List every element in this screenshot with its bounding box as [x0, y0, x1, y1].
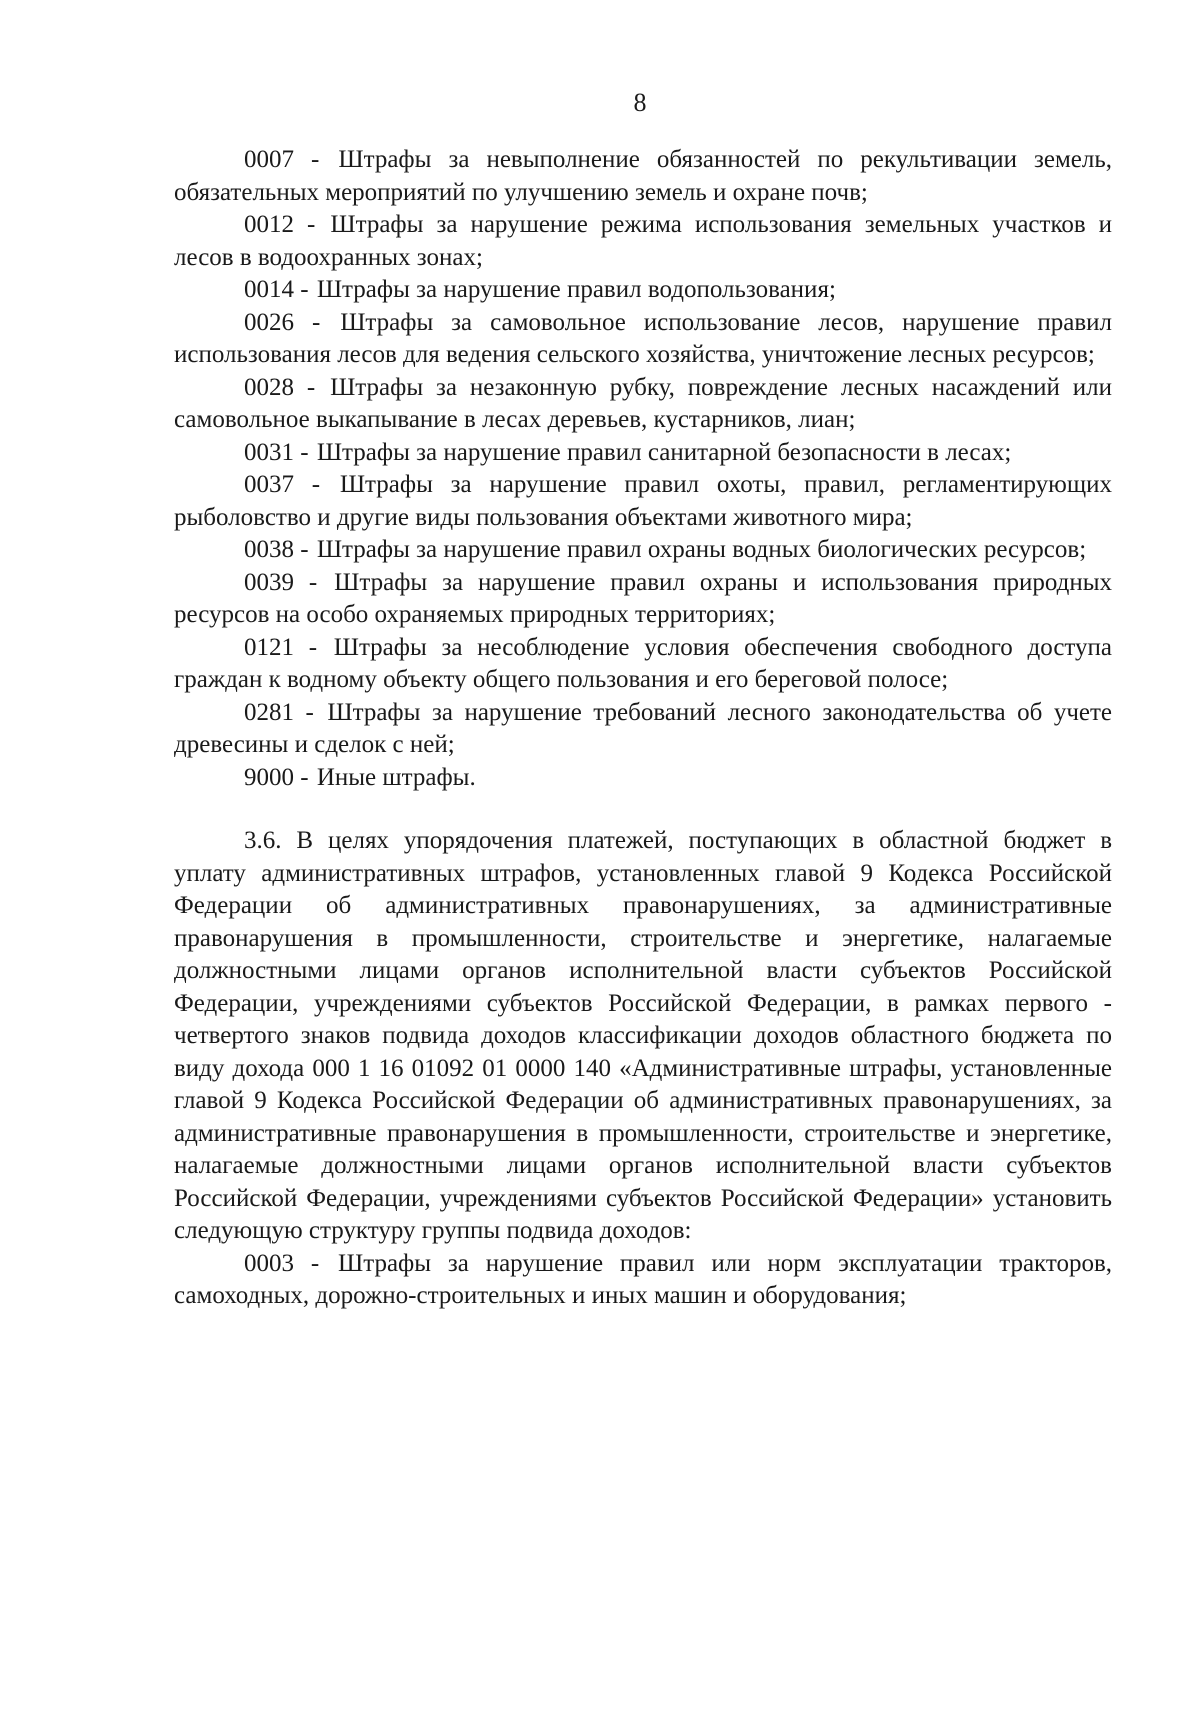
list-item: 0281 - Штрафы за нарушение требований лесного законодательства об учете древесины и сделок с ней; — [174, 698, 1113, 758]
fine-description: Штрафы за самовольное использование лесов, нарушение правил использования лесов для ведения сельского хозяйства, уничтожение лесных ресурсов; — [174, 308, 1112, 368]
fine-description: Штрафы за незаконную рубку, повреждение лесных насаждений или самовольное выкапывание в лесах деревьев, кустарников, лиан; — [174, 373, 1112, 433]
list-item: 0038 - Штрафы за нарушение правил охраны водных биологических ресурсов; — [244, 536, 1087, 563]
fine-code: 0028 — [244, 373, 294, 401]
fine-description: Штрафы за нарушение правил охраны водных биологических ресурсов; — [316, 536, 1087, 563]
fine-description: Штрафы за несоблюдение условия обеспечения свободного доступа граждан к водному объекту общего пользования и его береговой полосе; — [174, 633, 1112, 693]
fine-code: 0038 — [244, 536, 294, 563]
fine-description: Иные штрафы. — [316, 763, 476, 791]
fine-description: Штрафы за нарушение правил охраны и использования природных ресурсов на особо охраняемых природных территориях; — [174, 568, 1113, 628]
list-item: 0037 - Штрафы за нарушение правил охоты, правил, регламентирующих рыболовство и другие виды пользования объектами животного мира; — [174, 471, 1112, 531]
fine-code: 0281 — [244, 698, 294, 726]
fine-code: 0012 — [244, 211, 294, 238]
fine-description: Штрафы за нарушение режима использования земельных участков и лесов в водоохранных зонах; — [174, 211, 1113, 271]
fine-code: 0039 — [244, 568, 294, 596]
fine-description: Штрафы за нарушение правил или норм эксплуатации тракторов, самоходных, дорожно-строительных и иных машин и оборудования; — [174, 1249, 1113, 1309]
fine-code: 0007 — [244, 146, 294, 173]
fine-code: 0121 — [244, 633, 294, 661]
fine-code: 0037 — [244, 471, 294, 498]
section-3-6-paragraph: 3.6. В целях упорядочения платежей, поступающих в областной бюджет в уплату административных штрафов, установленных главой 9 Кодекса Российской Федерации об административных правонарушениях, за административные правонарушения в промышленности, строительстве и энергетике, налагаемые должностными лицами органов исполнительной власти субъектов Российской Федерации, учреждениями субъектов Российской Федерации, в рамках первого - четвертого знаков подвида доходов классификации доходов областного бюджета по виду дохода 000 1 16 01092 01 0000 140 «Административные штрафы, установленные главой 9 Кодекса Российской Федерации об административных правонарушениях, за административные правонарушения в промышленности, строительстве и энергетике, налагаемые должностными лицами органов исполнительной власти субъектов Российской Федерации, учреждениями субъектов Российской Федерации» установить следующую структуру группы подвида доходов: — [174, 827, 1112, 1244]
fine-code: 0026 — [244, 308, 294, 336]
list-item: 0031 - Штрафы за нарушение правил санитарной безопасности в лесах; — [244, 438, 1012, 466]
list-item: 0012 - Штрафы за нарушение режима использования земельных участков и лесов в водоохранных зонах; — [174, 211, 1113, 271]
list-item: 0003 - Штрафы за нарушение правил или норм эксплуатации тракторов, самоходных, дорожно-строительных и иных машин и оборудования; — [174, 1249, 1113, 1309]
document-body — [174, 144, 1112, 1313]
fine-code: 9000 — [244, 763, 294, 791]
fine-description: Штрафы за нарушение требований лесного законодательства об учете древесины и сделок с ней; — [174, 698, 1113, 758]
fine-description: Штрафы за невыполнение обязанностей по рекультивации земель, обязательных мероприятий по улучшению земель и охране почв; — [174, 146, 1113, 206]
fine-code: 0014 — [244, 276, 294, 303]
fine-description: Штрафы за нарушение правил водопользования; — [316, 276, 836, 303]
fine-code: 0031 — [244, 438, 294, 466]
list-item: 0014 - Штрафы за нарушение правил водопользования; — [244, 276, 836, 303]
fine-code: 0003 — [244, 1249, 294, 1277]
fine-description: Штрафы за нарушение правил санитарной безопасности в лесах; — [316, 438, 1012, 466]
list-item: 0026 - Штрафы за самовольное использование лесов, нарушение правил использования лесов для ведения сельского хозяйства, уничтожение лесных ресурсов; — [174, 308, 1112, 368]
list-item: 0121 - Штрафы за несоблюдение условия обеспечения свободного доступа граждан к водному объекту общего пользования и его береговой полосе; — [174, 633, 1112, 693]
list-item: 0028 - Штрафы за незаконную рубку, повреждение лесных насаждений или самовольное выкапывание в лесах деревьев, кустарников, лиан; — [174, 373, 1112, 433]
list-item: 9000 - Иные штрафы. — [244, 763, 476, 791]
page-number: 8 — [633, 88, 647, 117]
list-item: 0007 - Штрафы за невыполнение обязанностей по рекультивации земель, обязательных мероприятий по улучшению земель и охране почв; — [174, 146, 1113, 206]
list-item: 0039 - Штрафы за нарушение правил охраны и использования природных ресурсов на особо охраняемых природных территориях; — [174, 568, 1113, 628]
fine-description: Штрафы за нарушение правил охоты, правил, регламентирующих рыболовство и другие виды пользования объектами животного мира; — [174, 471, 1112, 531]
